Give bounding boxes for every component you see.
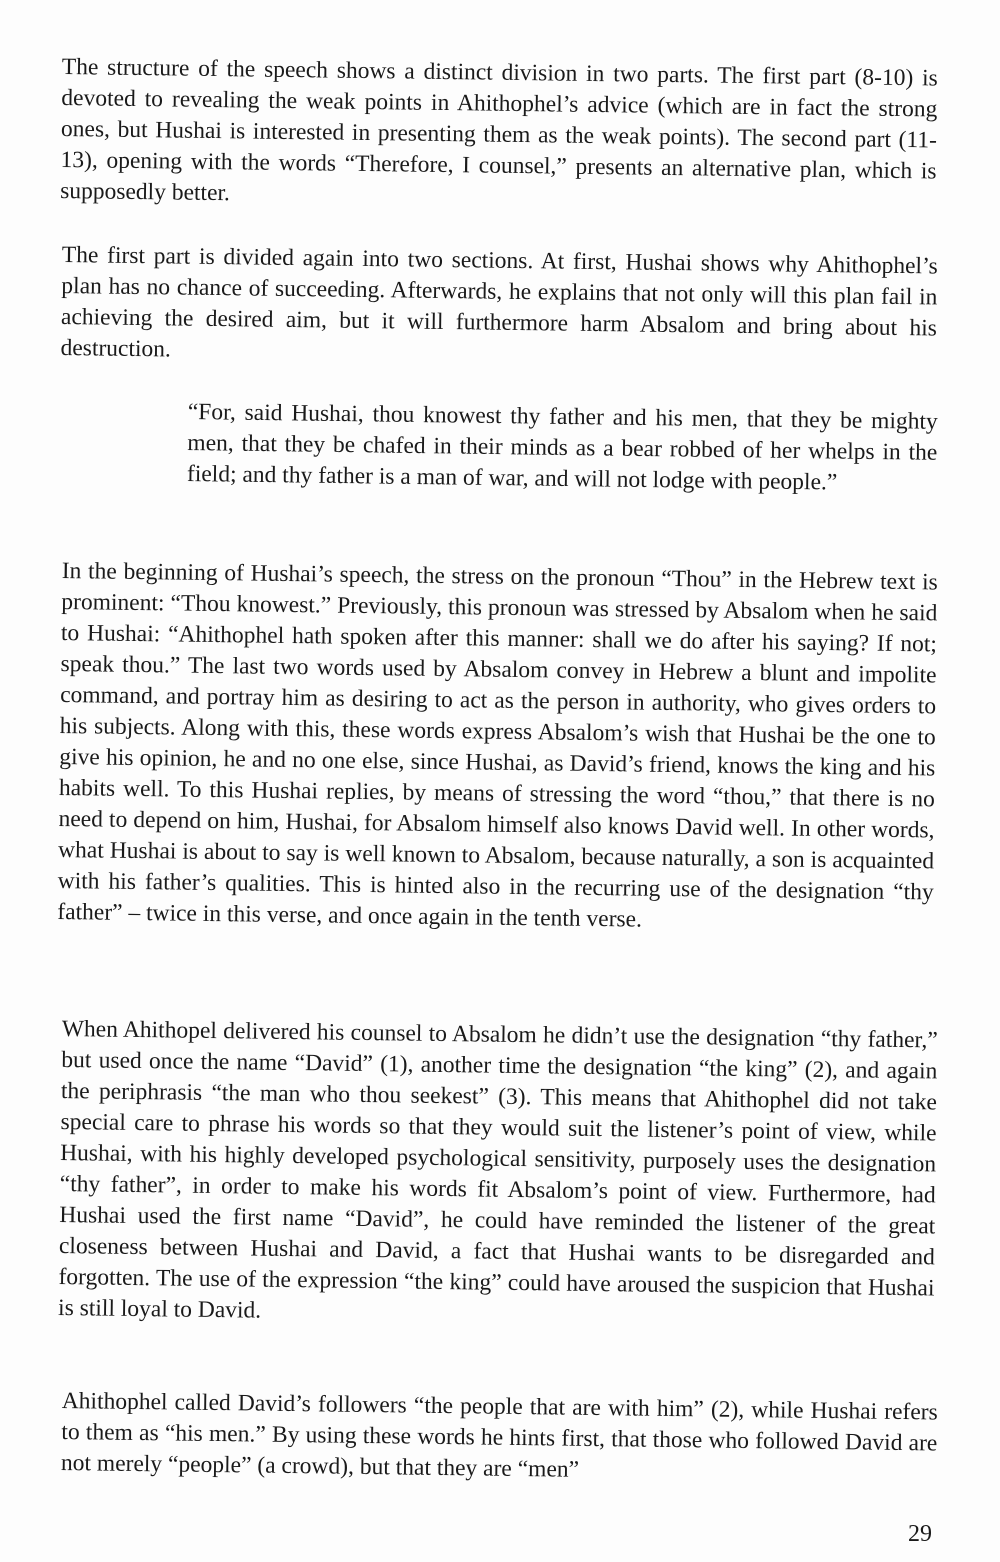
paragraph-thou-stress: In the beginning of Hushai’s speech, the stress on the pronoun “Thou” in the Hebrew text is prominent: “Thou knowest.” Previously, this pronoun was stressed by Absalom when he said to Hushai: “Ahithophel hath spoken after this manner: shall we do after his saying? If not; speak thou.” The last two words used by Absalom convey in Hebrew a blunt and impolite command, and portray him as desiring to act as the person in authority, who gives orders to his subjects. Along with this, these words express Absalom’s wish that Hushai be the one to give his opinion, he and no one else, since Hushai, as David’s friend, knows the king and his habits well. To this Hushai replies, by means of stressing the word “thou,” that there is no need to depend on him, Hushai, for Absalom himself also knows David well. In other words, what Hushai is about to say is well known to Absalom, because naturally, a son is acquainted with his father’s qualities. This is hinted also in the recurring use of the designation “thy father” – twice in this verse, and once again in the tenth verse. (57, 557, 938, 933)
paragraph-speech-structure: The structure of the speech shows a distinct division in two parts. The first part (8-10) is devoted to revealing the weak points in Ahithophel’s advice (which are in fact the strong ones, but Hushai is interested in presenting them as the weak points). The second part (11-13), opening with the words “Therefore, I counsel,” presents an alternative plan, which is supposedly better. (60, 53, 938, 207)
paragraph-followers: Ahithophel called David’s followers “the people that are with him” (2), while Hushai refers to them as “his men.” By using these words he hints first, that those who followed David are not merely “people” (a crowd), but that they are “men” (60, 1387, 938, 1483)
paragraph-designation: When Ahithopel delivered his counsel to Absalom he didn’t use the designation “thy father,” but used once the name “David” (1), another time the designation “the king” (2), and again the periphrasis “the man who thou seekest” (3). This means that Ahithophel did not take special care to phrase his words so that they would suit the listener’s point of view, while Hushai, with his highly developed psychological sensitivity, purposely uses the designation “thy father”, in order to make his words fit Absalom’s point of view. Furthermore, had Hushai used the first name “David”, he could have reminded the listener of the great closeness between Hushai and David, a fact that Hushai wants to be disregarded and forgotten. The use of the expression “the king” could have aroused the suspicion that Hushai is still loyal to David. (57, 1015, 938, 1324)
paragraph-first-part: The first part is divided again into two sections. At first, Hushai shows why Ahithophel’s plan has no chance of succeeding. Afterwards, he explains that not only will this plan fail in achieving the desired aim, but it will furthermore harm Absalom and bring about his destruction. (60, 241, 938, 363)
block-quote-hushai: “For, said Hushai, thou knowest thy father and his men, that they be mighty men, that they be chafed in their minds as a bear robbed of her whelps in the field; and thy father is a man of war, and will not lodge with people.” (186, 398, 938, 496)
page-number: 29 (908, 1521, 932, 1547)
